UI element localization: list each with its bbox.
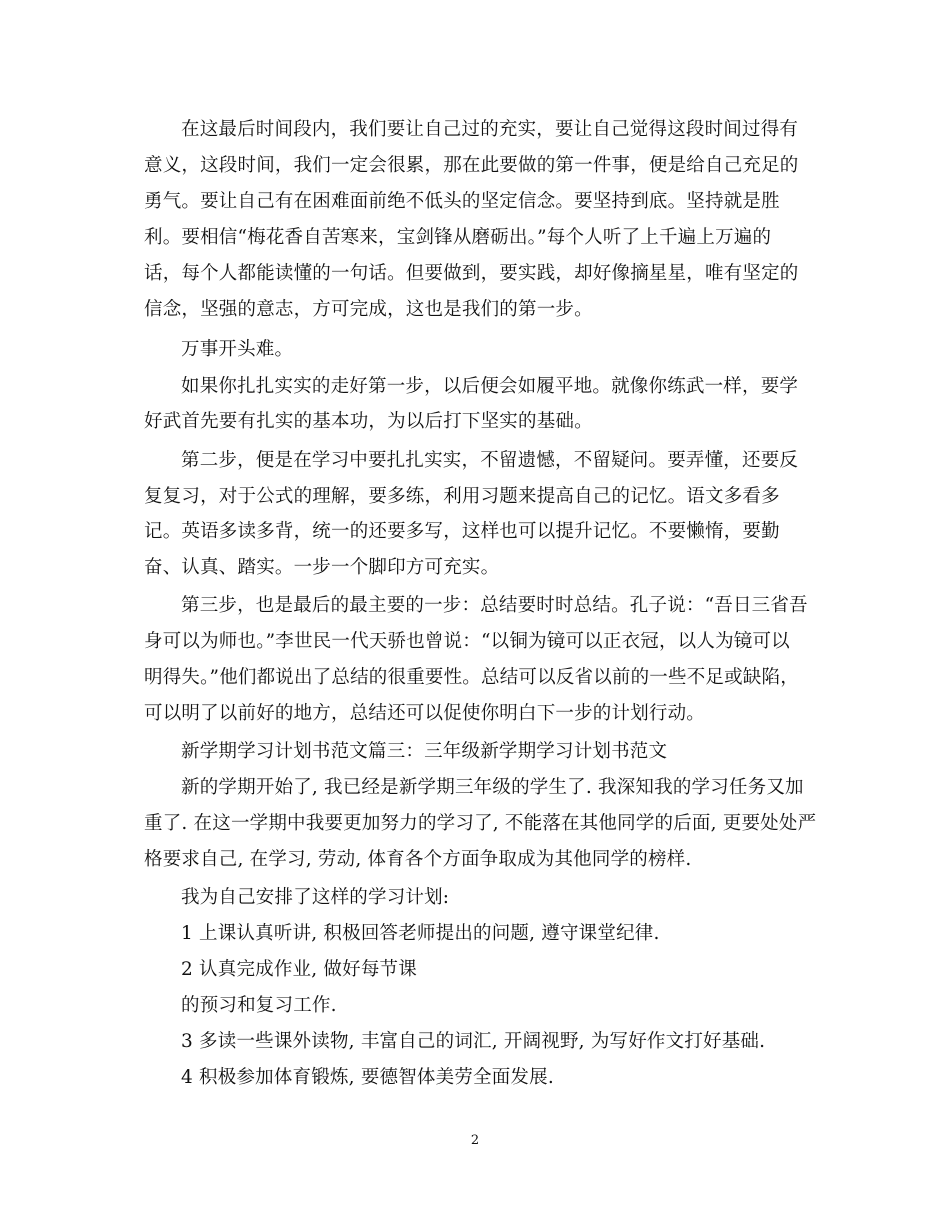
paragraph-line: 万事开头难。: [181, 339, 294, 360]
paragraph-line: 新的学期开始了, 我已经是新学期三年级的学生了. 我深知我的学习任务又加: [181, 777, 804, 798]
list-item-continuation: 的预习和复习工作.: [181, 995, 337, 1016]
paragraph-line: 我为自己安排了这样的学习计划:: [181, 887, 450, 908]
list-item: 2 认真完成作业, 做好每节课: [181, 959, 417, 980]
list-item: 3 多读一些课外读物, 丰富自己的词汇, 开阔视野, 为写好作文打好基础.: [181, 1031, 766, 1052]
paragraph-line: 身可以为师也。”李世民一代天骄也曾说：“以铜为镜可以正衣冠，以人为镜可以: [144, 631, 790, 652]
paragraph-line: 复复习，对于公式的理解，要多练，利用习题来提高自己的记忆。语文多看多: [144, 486, 780, 507]
paragraph-line: 格要求自己, 在学习, 劳动, 体育各个方面争取成为其他同学的榜样.: [144, 849, 692, 870]
paragraph-line: 可以明了以前好的地方，总结还可以促使你明白下一步的计划行动。: [144, 703, 706, 724]
list-item: 4 积极参加体育锻炼, 要德智体美劳全面发展.: [181, 1067, 554, 1088]
paragraph-line: 勇气。要让自己有在困难面前绝不低头的坚定信念。要坚持到底。坚持就是胜: [144, 191, 780, 212]
list-item: 1 上课认真听讲, 积极回答老师提出的问题, 遵守课堂纪律.: [181, 923, 660, 944]
paragraph-line: 意义，这段时间，我们一定会很累，那在此要做的第一件事，便是给自己充足的: [144, 155, 799, 176]
paragraph-line: 第三步，也是最后的最主要的一步：总结要时时总结。孔子说：“吾日三省吾: [181, 595, 808, 616]
paragraph-line: 明得失。”他们都说出了总结的很重要性。总结可以反省以前的一些不足或缺陷，: [144, 667, 799, 688]
page-number: 2: [470, 1133, 480, 1148]
paragraph-line: 第二步，便是在学习中要扎扎实实，不留遗憾，不留疑问。要弄懂，还要反: [181, 450, 799, 471]
paragraph-line: 话，每个人都能读懂的一句话。但要做到，要实践，却好像摘星星，唯有坚定的: [144, 263, 799, 284]
paragraph-line: 奋、认真、踏实。一步一个脚印方可充实。: [144, 557, 500, 578]
paragraph-line: 如果你扎扎实实的走好第一步，以后便会如履平地。就像你练武一样，要学: [181, 376, 799, 397]
paragraph-line: 利。要相信“梅花香自苦寒来，宝剑锋从磨砺出。”每个人听了上千遍上万遍的: [144, 227, 772, 248]
paragraph-line: 重了. 在这一学期中我要更加努力的学习了, 不能落在其他同学的后面, 更要处处严: [144, 813, 817, 834]
paragraph-line: 记。英语多读多背，统一的还要多写，这样也可以提升记忆。不要懒惰，要勤: [144, 521, 780, 542]
paragraph-line: 好武首先要有扎实的基本功，为以后打下坚实的基础。: [144, 411, 593, 432]
paragraph-line: 在这最后时间段内，我们要让自己过的充实，要让自己觉得这段时间过得有: [181, 119, 799, 140]
paragraph-line: 信念，坚强的意志，方可完成，这也是我们的第一步。: [144, 299, 593, 320]
section-heading: 新学期学习计划书范文篇三：三年级新学期学习计划书范文: [181, 741, 668, 762]
